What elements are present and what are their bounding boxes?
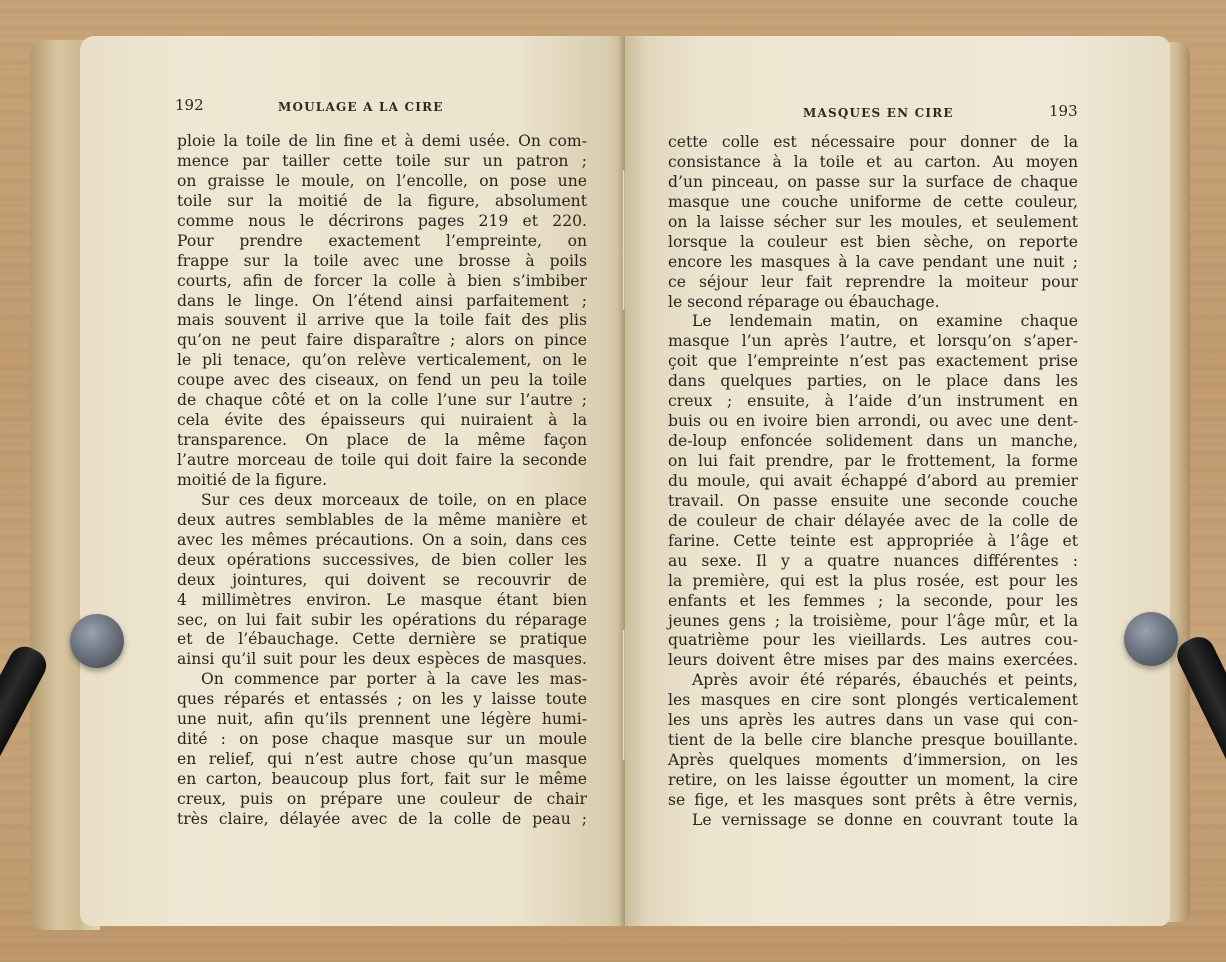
text-line: très claire, délayée avec de la colle de peau ;	[177, 809, 587, 828]
text-line: en carton, beaucoup plus fort, fait sur le même	[177, 770, 587, 788]
left-page-number: 192	[175, 96, 204, 114]
text-line: deux autres semblables de la même manière et	[177, 510, 587, 529]
text-line: masque une couche uniforme de cette couleur,	[668, 192, 1078, 211]
right-page-text	[668, 133, 1078, 831]
text-line: creux ; ensuite, à l’aide d’un instrument en	[668, 392, 1078, 411]
text-line: l’autre morceau de toile qui doit faire la seconde	[177, 451, 587, 469]
left-page	[80, 36, 625, 926]
text-line: d’un pinceau, on passe sur la surface de chaque	[668, 172, 1078, 191]
text-line: ainsi qu’il suit pour les deux espèces de masques.	[177, 650, 587, 669]
text-line: mais souvent il arrive que la toile fait des plis	[177, 311, 587, 330]
text-line: ques réparés et entassés ; on les y laisse toute	[177, 690, 587, 709]
text-line: Sur ces deux morceaux de toile, on en place	[201, 490, 587, 509]
text-line: de couleur de chair délayée avec de la colle de	[668, 511, 1078, 530]
text-line: le second réparage ou ébauchage.	[668, 292, 940, 311]
text-line: frappe sur la toile avec une brosse à poils	[177, 251, 587, 270]
text-line: 4 millimètres environ. Le masque étant bien	[177, 590, 587, 609]
text-line: sec, on lui fait subir les opérations du réparage	[177, 610, 587, 629]
text-line: cela évite des épaisseurs qui nuiraient à la	[177, 411, 587, 430]
text-line: avec les mêmes précautions. On a soin, dans ces	[177, 530, 587, 549]
text-line: quatrième pour les vieillards. Les autres cou-	[668, 631, 1078, 650]
text-line: dans quelques parties, on le place dans les	[668, 372, 1078, 391]
text-line: ce séjour leur fait reprendre la moiteur pour	[668, 272, 1078, 291]
text-line: enfants et les femmes ; la seconde, pour les	[668, 591, 1078, 610]
text-line: on la laisse sécher sur les moules, et seulement	[668, 212, 1078, 231]
text-line: dité : on pose chaque masque sur un moule	[177, 730, 587, 749]
text-line: deux jointures, qui doivent se recouvrir de	[177, 570, 587, 589]
text-line: au sexe. Il y a quatre nuances différentes :	[668, 551, 1078, 570]
text-line: tient de la belle cire blanche presque bouillante.	[668, 731, 1078, 750]
text-line: se fige, et les masques sont prêts à être vernis,	[668, 790, 1078, 809]
text-line: çoit que l’empreinte n’est pas exactement prise	[668, 352, 1078, 371]
text-line: dans le linge. On l’étend ainsi parfaitement ;	[177, 291, 587, 310]
text-line: toile sur la moitié de la figure, absolument	[177, 191, 587, 210]
text-line: leurs doivent être mises par des mains exercées.	[668, 651, 1078, 670]
text-line: jeunes gens ; la troisième, pour l’âge mûr, et la	[668, 611, 1078, 630]
open-book	[30, 30, 1190, 935]
text-line: coupe avec des ciseaux, on fend un peu la toile	[177, 371, 587, 390]
text-line: du moule, qui avait échappé d’abord au premier	[668, 471, 1078, 490]
text-line: la première, qui est la plus rosée, est pour les	[668, 571, 1078, 590]
text-line: masque l’un après l’autre, et lorsqu’on s’aper-	[668, 332, 1078, 351]
text-line: retire, on les laisse égoutter un moment, la cire	[668, 771, 1078, 789]
text-line: et de l’ébauchage. Cette dernière se pratique	[177, 630, 587, 649]
text-line: on lui fait prendre, par le frottement, la forme	[668, 452, 1078, 470]
text-line: lorsque la couleur est bien sèche, on reporte	[668, 232, 1078, 251]
text-line: cette colle est nécessaire pour donner de la	[668, 133, 1078, 151]
text-line: une nuit, afin qu’ils prennent une légère humi-	[177, 710, 587, 729]
right-clip-head	[1124, 612, 1178, 666]
text-line: qu’on ne peut faire disparaître ; alors on pince	[177, 331, 587, 350]
text-line: deux opérations successives, de bien coller les	[177, 550, 587, 569]
text-line: Après avoir été réparés, ébauchés et peints,	[692, 671, 1078, 690]
text-line: comme nous le décrirons pages 219 et 220.	[177, 211, 587, 230]
right-running-head: MASQUES EN CIRE	[803, 106, 954, 120]
text-line: Pour prendre exactement l’empreinte, on	[177, 231, 587, 250]
text-line: Après quelques moments d’immersion, on les	[668, 751, 1078, 770]
text-line: Le lendemain matin, on examine chaque	[692, 312, 1078, 331]
text-line: Le vernissage se donne en couvrant toute la	[692, 810, 1078, 829]
text-line: moitié de la figure.	[177, 470, 328, 489]
text-line: le pli tenace, qu’on relève verticalement, on le	[177, 351, 587, 370]
text-line: courts, afin de forcer la colle à bien s’imbiber	[177, 271, 587, 290]
right-page-number: 193	[1049, 102, 1078, 120]
left-page-text	[177, 132, 587, 830]
text-line: ploie la toile de lin fine et à demi usée. On com-	[177, 132, 587, 150]
right-page	[625, 36, 1170, 926]
text-line: les uns après les autres dans un vase qui con-	[668, 711, 1078, 730]
text-line: On commence par porter à la cave les mas-	[201, 670, 587, 689]
text-line: mence par tailler cette toile sur un patron ;	[177, 151, 587, 170]
text-line: en relief, qui n’est autre chose qu’un masque	[177, 750, 587, 769]
left-clip-head	[70, 614, 124, 668]
text-line: buis ou en ivoire bien arrondi, ou avec une dent-	[668, 412, 1078, 431]
text-line: transparence. On place de la même façon	[177, 431, 587, 450]
text-line: de-loup enfoncée solidement dans un manche,	[668, 432, 1078, 451]
text-line: les masques en cire sont plongés verticalement	[668, 691, 1078, 710]
left-running-head: MOULAGE A LA CIRE	[278, 100, 444, 114]
text-line: consistance à la toile et au carton. Au moyen	[668, 152, 1078, 171]
text-line: creux, puis on prépare une couleur de chair	[177, 789, 587, 808]
text-line: farine. Cette teinte est appropriée à l’âge et	[668, 531, 1078, 550]
text-line: de chaque côté et on la colle l’une sur l’autre ;	[177, 391, 587, 410]
text-line: travail. On passe ensuite une seconde couche	[668, 491, 1078, 510]
text-line: on graisse le moule, on l’encolle, on pose une	[177, 171, 587, 190]
text-line: encore les masques à la cave pendant une nuit ;	[668, 252, 1078, 271]
